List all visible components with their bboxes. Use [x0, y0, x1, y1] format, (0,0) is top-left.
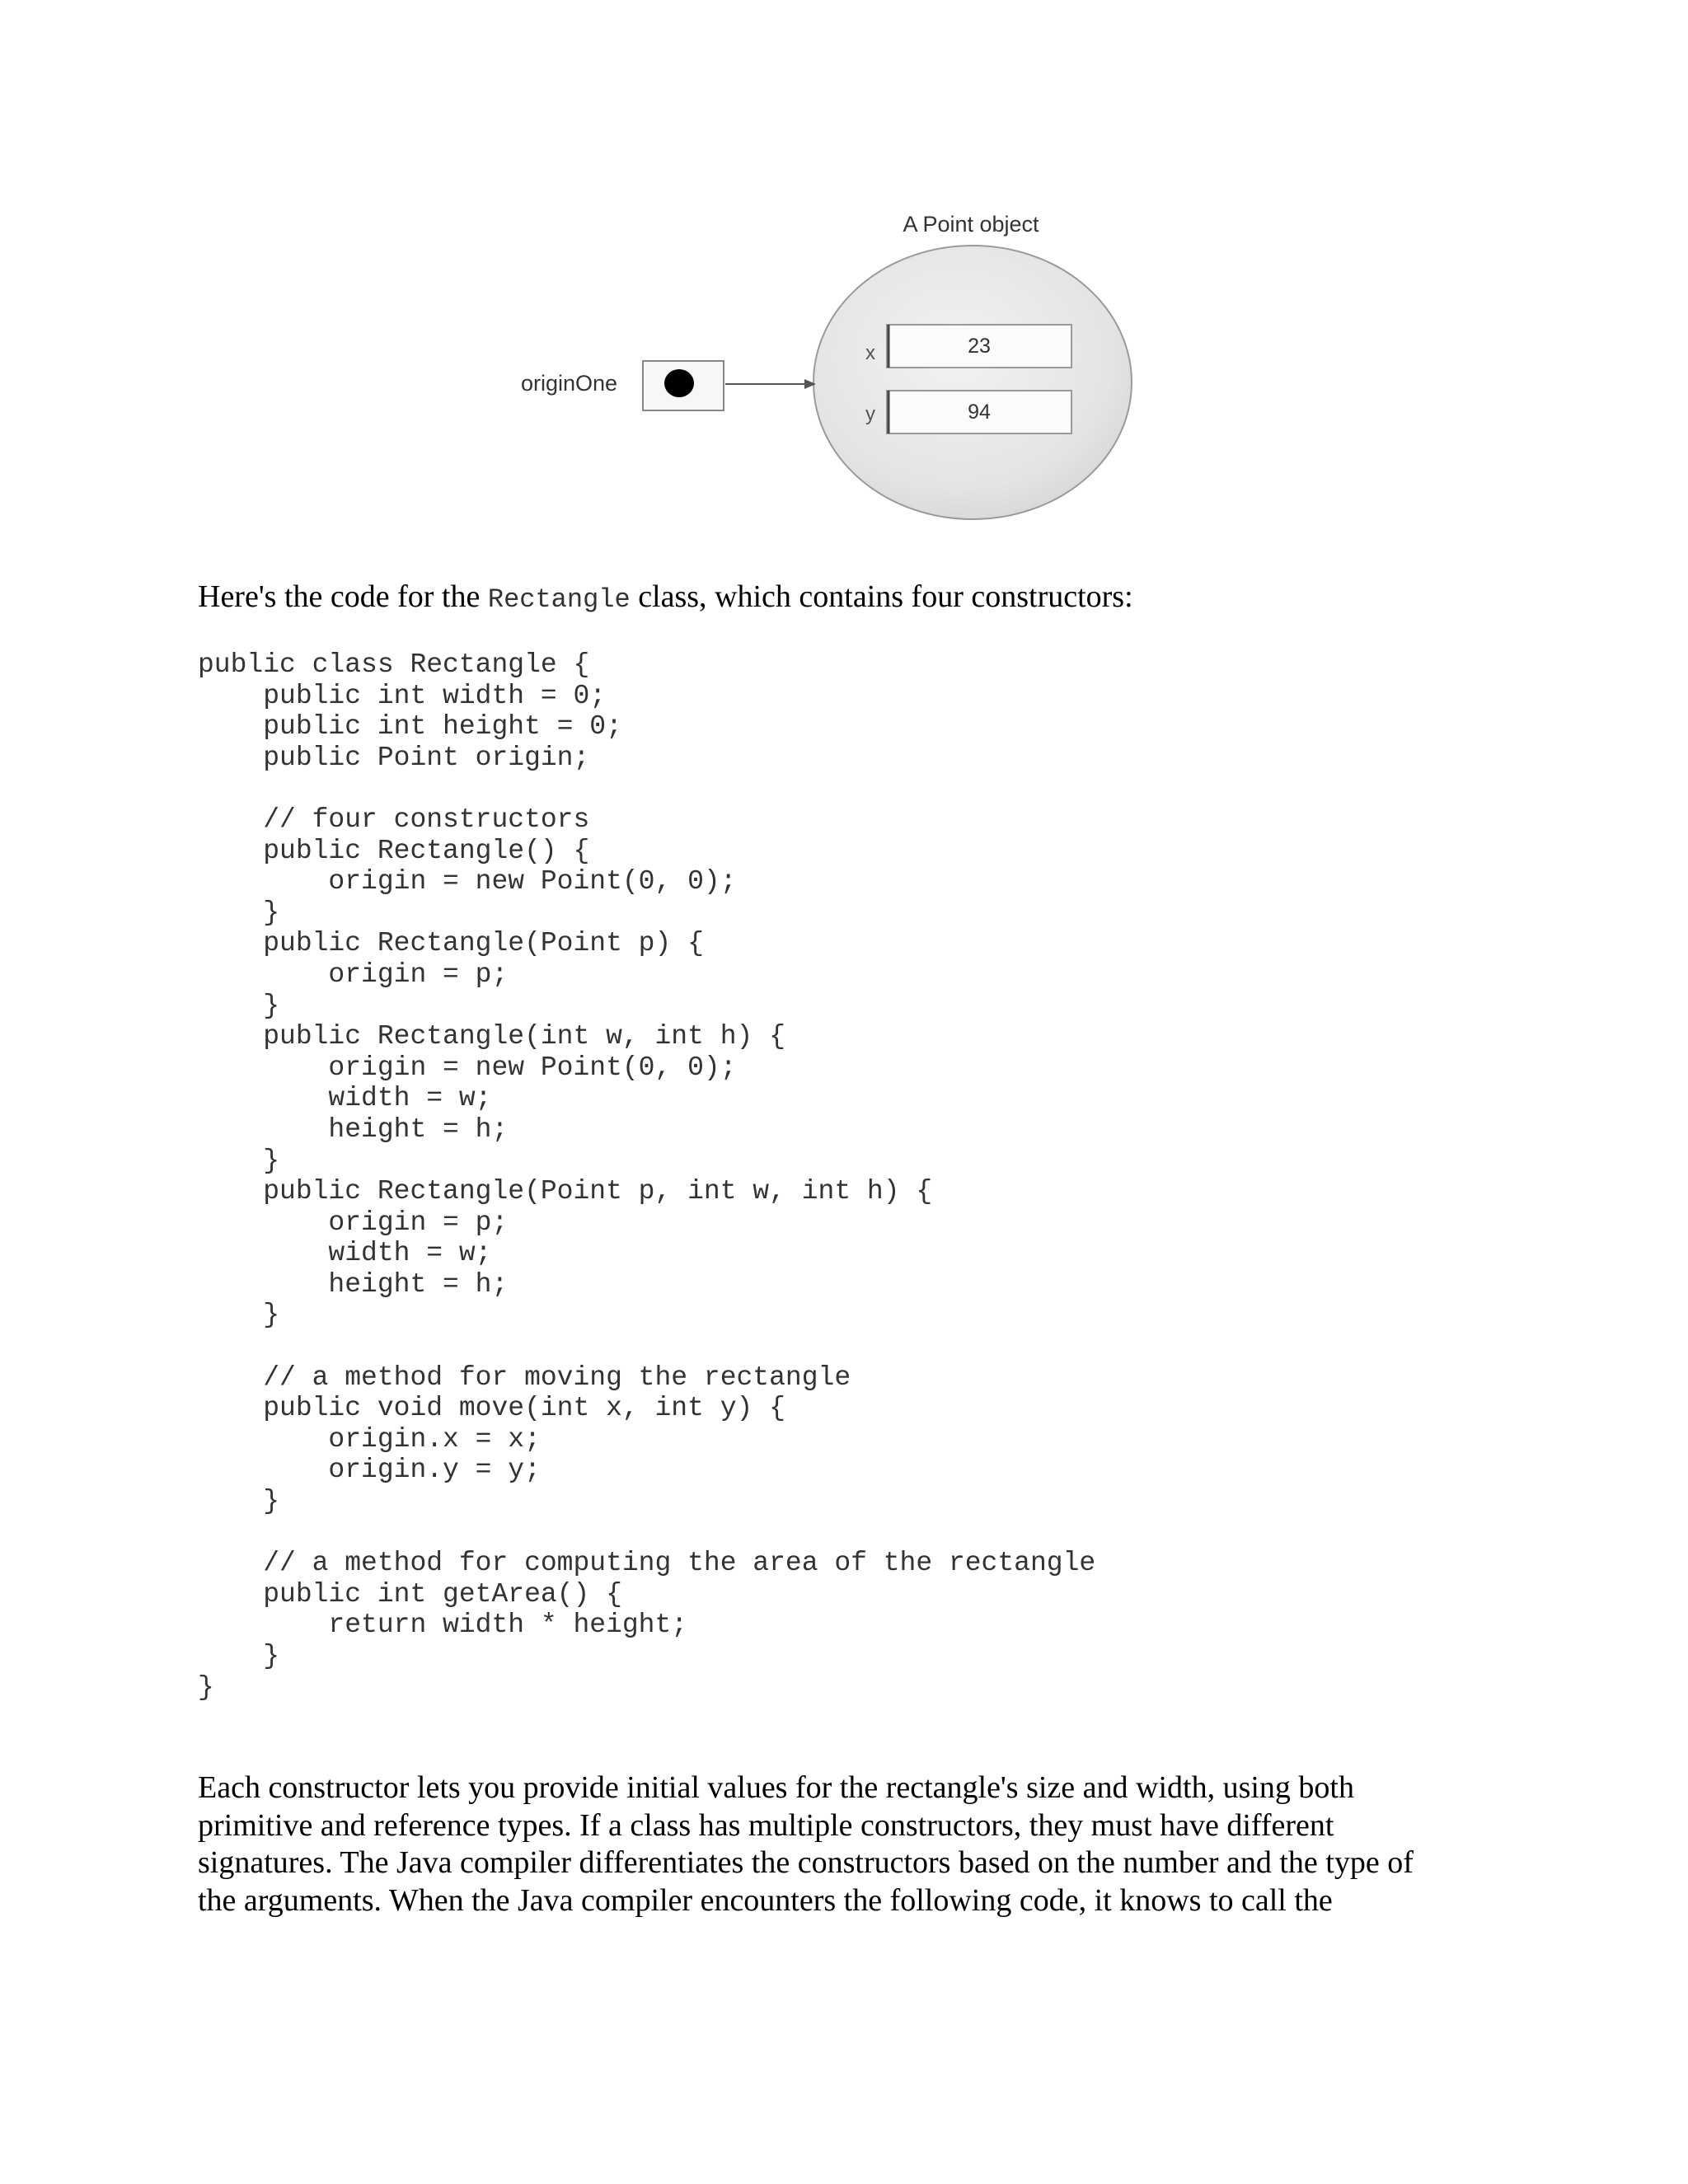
point-object-circle	[814, 246, 1132, 519]
code-line: // a method for moving the rectangle	[198, 1361, 851, 1393]
paragraph-line: signatures. The Java compiler differentiates the constructors based on the number and the type of	[198, 1845, 1414, 1880]
code-line: }	[198, 1671, 214, 1703]
rectangle-class-code	[198, 649, 1095, 1703]
code-line: origin = new Point(0, 0);	[198, 1052, 737, 1083]
code-line: origin.x = x;	[198, 1423, 541, 1455]
code-line: height = h;	[198, 1268, 509, 1300]
constructor-explanation-paragraph	[198, 1769, 1533, 1919]
code-line	[198, 1517, 1095, 1549]
code-line: public Rectangle(int w, int h) {	[198, 1021, 785, 1052]
code-line: public Rectangle(Point p) {	[198, 928, 704, 959]
code-line: }	[198, 897, 280, 928]
code-line: public class Rectangle {	[198, 649, 590, 680]
code-line: origin.y = y;	[198, 1455, 541, 1486]
code-line: origin = p;	[198, 958, 509, 990]
field-y-value: 94	[968, 401, 991, 424]
code-line: width = w;	[198, 1083, 492, 1114]
code-line: public Rectangle(Point p, int w, int h) {	[198, 1176, 933, 1207]
code-line: public int width = 0;	[198, 680, 607, 711]
point-object-diagram	[0, 0, 1688, 577]
code-line	[198, 1331, 1095, 1362]
field-x-label: x	[865, 342, 875, 364]
code-line: }	[198, 990, 280, 1021]
code-line: public int getArea() {	[198, 1578, 622, 1610]
paragraph-line: primitive and reference types. If a class has multiple constructors, they must have different	[198, 1807, 1334, 1843]
paragraph-line: the arguments. When the Java compiler encounters the following code, it knows to call the	[198, 1882, 1333, 1918]
code-line: public int height = 0;	[198, 711, 622, 743]
code-line: }	[198, 1145, 280, 1176]
intro-class-name: Rectangle	[487, 584, 631, 615]
code-line: width = w;	[198, 1238, 492, 1269]
intro-sentence	[198, 577, 1133, 620]
code-line: public void move(int x, int y) {	[198, 1393, 785, 1424]
intro-text-before: Here's the code for the	[198, 579, 488, 614]
code-line: }	[198, 1300, 280, 1331]
code-line: // a method for computing the area of the rectangle	[198, 1548, 1096, 1579]
code-line	[198, 773, 1095, 804]
field-x-value: 23	[968, 335, 991, 358]
variable-name-label: originOne	[521, 371, 618, 396]
code-line: return width * height;	[198, 1610, 688, 1641]
paragraph-line: Each constructor lets you provide initial values for the rectangle's size and width, using both	[198, 1770, 1354, 1805]
code-line: }	[198, 1486, 280, 1517]
reference-dot	[664, 369, 694, 397]
code-line: public Point origin;	[198, 742, 590, 773]
diagram-title: A Point object	[903, 212, 1039, 237]
intro-text-after: class, which contains four constructors:	[630, 579, 1133, 614]
code-line: height = h;	[198, 1113, 509, 1145]
code-line: origin = p;	[198, 1207, 509, 1238]
field-y-label: y	[865, 403, 875, 425]
code-line: origin = new Point(0, 0);	[198, 866, 737, 898]
code-line: // four constructors	[198, 804, 590, 835]
code-line: public Rectangle() {	[198, 835, 590, 866]
code-line: }	[198, 1641, 280, 1671]
